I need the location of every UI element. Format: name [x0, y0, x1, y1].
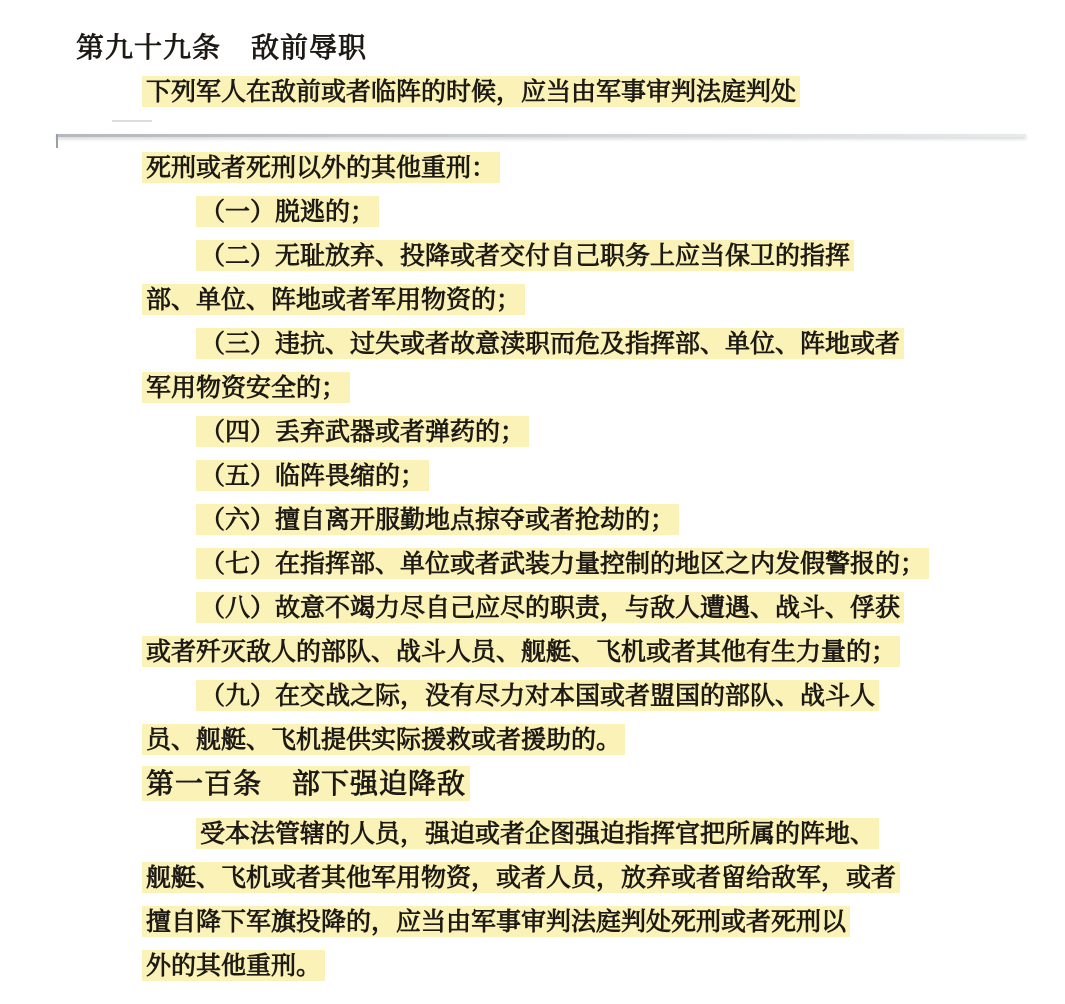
article-99-item-7 [196, 546, 929, 582]
text-line: （三）违抗、过失或者故意渎职而危及指挥部、单位、阵地或者 [196, 328, 904, 359]
article-99-item-6 [196, 502, 679, 538]
article-100-line-3 [142, 904, 850, 940]
text-line: 军用物资安全的； [142, 372, 350, 403]
article-99-item-9 [196, 678, 879, 714]
article-99-number: 第九十九条 [76, 31, 222, 64]
article-100-line-2 [142, 860, 900, 896]
article-99-line-2 [142, 150, 500, 186]
article-99-item-8-cont [142, 634, 900, 670]
article-99-item-8 [196, 590, 904, 626]
text-line: 外的其他重刑。 [142, 950, 325, 981]
text-line: （七）在指挥部、单位或者武装力量控制的地区之内发假警报的； [196, 548, 929, 579]
article-99-item-9-cont [142, 722, 625, 758]
page-mark [112, 120, 152, 122]
text-line: 或者歼灭敌人的部队、战斗人员、舰艇、飞机或者其他有生力量的； [142, 636, 900, 667]
text-line: （五）临阵畏缩的； [196, 460, 429, 491]
page-fold-edge [56, 134, 58, 148]
text-line: 死刑或者死刑以外的其他重刑： [142, 152, 500, 183]
text-line: 擅自降下军旗投降的，应当由军事审判法庭判处死刑或者死刑以 [142, 906, 850, 937]
article-99-item-2-cont [142, 282, 525, 318]
text-line: 下列军人在敌前或者临阵的时候，应当由军事审判法庭判处 [142, 76, 800, 107]
article-99-item-5 [196, 458, 429, 494]
article-100-title: 部下强迫降敌 [292, 767, 467, 800]
text-line: （六）擅自离开服勤地点掠夺或者抢劫的； [196, 504, 679, 535]
article-99-item-4 [196, 414, 529, 450]
text-line: （四）丢弃武器或者弹药的； [196, 416, 529, 447]
text-line: 舰艇、飞机或者其他军用物资，或者人员，放弃或者留给敌军，或者 [142, 862, 900, 893]
article-99-line-1 [142, 74, 800, 110]
text-line: 员、舰艇、飞机提供实际援救或者援助的。 [142, 724, 625, 755]
article-99-item-2 [196, 238, 854, 274]
article-99-item-3-cont [142, 370, 350, 406]
text-line: （九）在交战之际，没有尽力对本国或者盟国的部队、战斗人 [196, 680, 879, 711]
article-99-title: 敌前辱职 [251, 31, 368, 64]
article-100-line-1 [196, 816, 879, 852]
text-line: 受本法管辖的人员，强迫或者企图强迫指挥官把所属的阵地、 [196, 818, 879, 849]
text-line: （八）故意不竭力尽自己应尽的职责，与敌人遭遇、战斗、俘获 [196, 592, 904, 623]
article-99-item-3 [196, 326, 904, 362]
text-line: （二）无耻放弃、投降或者交付自己职务上应当保卫的指挥 [196, 240, 854, 271]
page-fold-divider [56, 134, 1026, 137]
article-99-heading [76, 30, 367, 66]
text-line: （一）脱逃的； [196, 196, 379, 227]
article-99-item-1 [196, 194, 379, 230]
article-100-number: 第一百条 [146, 767, 263, 800]
article-100-line-4 [142, 948, 325, 984]
text-line: 部、单位、阵地或者军用物资的； [142, 284, 525, 315]
article-100-heading [142, 766, 470, 802]
